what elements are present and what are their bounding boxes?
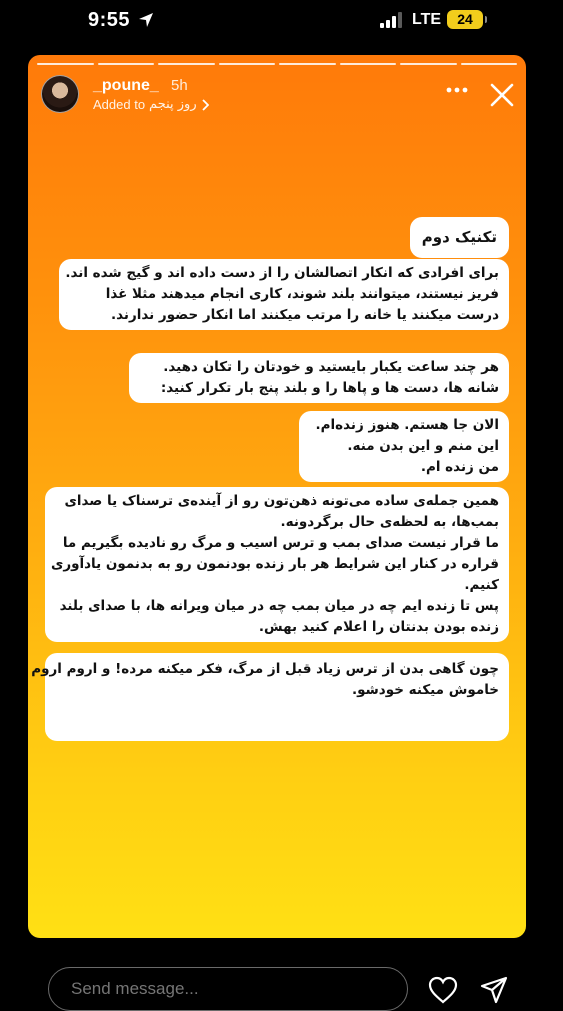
text-line: ما قرار نیست صدای بمب و ترس اسیب و مرگ رو نادیده بگیریم ما (62, 535, 499, 551)
highlight-name: روز پنجم (149, 97, 197, 112)
progress-segment (461, 63, 518, 65)
progress-segment (340, 63, 397, 65)
text-line: شانه ها، دست ها و پاها را و بلند پنج بار تکرار کنید: (160, 380, 499, 396)
added-to-label: Added to (93, 97, 146, 112)
text-block-instruction (129, 353, 509, 403)
text-line: الان جا هستم. هنوز زنده‌ام. (315, 417, 499, 433)
progress-segment (37, 63, 94, 65)
text-line: پس تا زنده ایم چه در میان بمب چه در میان ویرانه ها، با صدای بلند (59, 598, 499, 614)
story-card[interactable] (28, 55, 526, 938)
progress-segment (98, 63, 155, 65)
text-block-affirmation (299, 411, 509, 482)
story-reply-bar (0, 950, 563, 1000)
text-line: خاموش میکنه خودشو. (351, 682, 499, 698)
progress-segment (219, 63, 276, 65)
text-line: قراره در کنار این شرایط هر بار زنده بودنمون رو به بدنمون یادآوری (50, 556, 499, 572)
progress-segment (158, 63, 215, 65)
text-line: فریز نیستند، میتوانند بلند شوند، کاری انجام میدهند مثلا غذا (105, 286, 499, 302)
send-message-input[interactable] (48, 967, 408, 1011)
progress-segment (400, 63, 457, 65)
text-block-explanation (45, 487, 509, 642)
highlight-link[interactable] (93, 97, 209, 112)
cellular-signal-icon (380, 12, 406, 28)
avatar[interactable] (41, 75, 79, 113)
story-progress-bar (37, 63, 517, 65)
text-block-title (410, 217, 509, 258)
text-line: من زنده ام. (420, 459, 499, 475)
text-line: درست میکنند یا خانه را مرتب میکنند اما انکار حضور ندارند. (110, 307, 499, 323)
battery-icon: 24 (447, 10, 483, 29)
chevron-right-icon (201, 99, 209, 111)
network-type: LTE (412, 11, 442, 28)
close-icon[interactable] (490, 83, 514, 107)
text-line: زنده بودن بدنتان را اعلام کنید بهش. (258, 619, 499, 635)
story-time-ago: 5h (171, 77, 188, 94)
text-line: کنیم. (464, 577, 499, 593)
text-line: همین جمله‌ی ساده می‌تونه ذهن‌تون رو از آینده‌ی ترسناک یا صدای (64, 493, 499, 509)
story-username[interactable]: _poune_ (93, 77, 159, 94)
more-options-icon[interactable] (446, 87, 468, 93)
text-line: برای افرادی که انکار اتصالشان را از دست داده اند و گیج شده اند. (65, 265, 499, 281)
text-line: این منم و این بدن منه. (347, 438, 499, 454)
text-block-intro (59, 259, 509, 330)
text-line: هر چند ساعت یکبار بایستید و خودتان را تکان دهید. (163, 359, 499, 375)
text-line: بمب‌ها، به لحظه‌ی حال برگردونه. (280, 514, 499, 530)
status-time: 9:55 (88, 9, 131, 31)
text-block-closing (31, 653, 509, 741)
text-line: تکنیک دوم (421, 228, 497, 246)
location-arrow-icon (138, 12, 154, 28)
status-bar (0, 0, 563, 44)
progress-segment (279, 63, 336, 65)
text-line: چون گاهی بدن از ترس زیاد قبل از مرگ، فکر میکنه مرده! و اروم اروم (31, 661, 499, 677)
